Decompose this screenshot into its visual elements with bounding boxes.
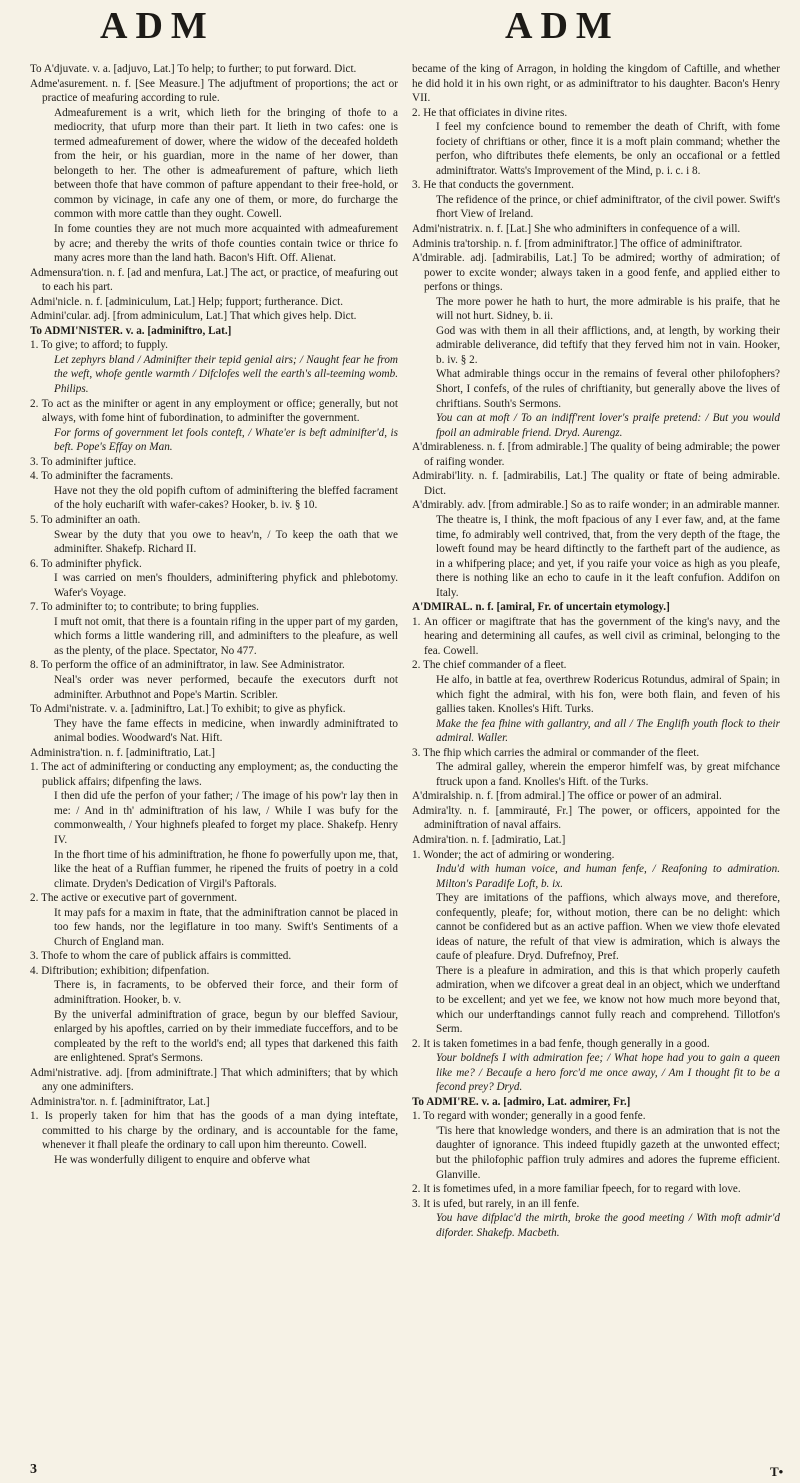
dictionary-entry: Administra'tion. n. f. [adminiftratio, Lat.] bbox=[30, 746, 216, 759]
sense: 2. To act as the minifter or agent in any employment or office; generally, but not always, with fome hint of fubordination, to adminifter the government. bbox=[30, 397, 398, 425]
dictionary-entry: Admi'nistrative. adj. [from adminiftrate.] That which adminifters; that by which any one adminifters. bbox=[30, 1066, 398, 1094]
running-header bbox=[0, 4, 800, 48]
catchword: T• bbox=[770, 1464, 784, 1479]
quotation: Let zephyrs bland / Adminifter their tepid genial airs; / Naught fear he from the weft, whofe gentle warmth / Difclofes well the earth's all-teeming womb. Philips. bbox=[54, 353, 398, 396]
quotation: 'Tis here that knowledge wonders, and there is an admiration that is not the daughter of ignorance. This indeed ftupidly gazeth at the unwonted effect; but the philofophic paffion truly admires and adores the fupreme efficient. Glanville. bbox=[436, 1124, 780, 1181]
quotation: I muft not omit, that there is a fountain rifing in the upper part of my garden, which forms a little wandering rill, and adminifters to the pleafure, as well as the plenty, of the place. Spectator, No 477. bbox=[54, 615, 398, 657]
quotation: They are imitations of the paffions, which always move, and therefore, confequently, pleafe; for, without motion, there can be no delight: which cannot be confidered but as an active paffion. When we view thofe elevated ideas of nature, the refult of that view is admiration, which is always the caufe of pleafure. Dryd. Dufrefnoy, Pref. bbox=[436, 892, 780, 963]
quotation: I then did ufe the perfon of your father; / The image of his pow'r lay then in me: / And in th' adminiftration of his law, / While I was bufy for the commonwealth, / Your highnefs pleafed to forget my place. Shakefp. Henry IV. bbox=[54, 790, 398, 846]
dictionary-entry: Administra'tor. n. f. [adminiftrator, Lat.] bbox=[30, 1095, 210, 1108]
quotation: They have the fame effects in medicine, when inwardly adminiftrated to animal bodies. Woodward's Nat. Hift. bbox=[54, 717, 398, 745]
sense: 7. To adminifter to; to contribute; to bring fupplies. bbox=[30, 601, 259, 614]
dictionary-entry: Admirabi'lity. n. f. [admirabilis, Lat.] The quality or ftate of being admirable. Dict. bbox=[412, 470, 780, 497]
quotation: Swear by the duty that you owe to heav'n, / To keep the oath that we adminifter. Shakefp. Richard II. bbox=[54, 528, 398, 556]
sense: 3. The fhip which carries the admiral or commander of the fleet. bbox=[412, 746, 700, 759]
dictionary-entry: A'dmirably. adv. [from admirable.] So as to raife wonder; in an admirable manner. bbox=[412, 499, 780, 512]
sense: 2. It is fometimes ufed, in a more familiar fpeech, for to regard with love. bbox=[412, 1183, 741, 1196]
sense: 1. Is properly taken for him that has the goods of a man dying inteftate, committed to his charge by the ordinary, and is accountable for the fame, whenever it fhall pleafe the ordinary to call upon him thereunto. Cowell. bbox=[30, 1110, 398, 1152]
dictionary-entry: Adminis tra'torship. n. f. [from adminiftrator.] The office of adminiftrator. bbox=[412, 237, 743, 250]
dictionary-entry: To A'djuvate. v. a. [adjuvo, Lat.] To help; to further; to put forward. Dict. bbox=[30, 63, 357, 75]
quotation: Have not they the old popifh cuftom of adminiftering the bleffed facrament of the holy euchariſt with wafer-cakes? Hooker, b. iv. § 10. bbox=[54, 484, 398, 512]
quotation: God was with them in all their afflictions, and, at length, by working their admirable deliverance, did teftify that they ferved him not in vain. Hooker, b. iv. § 2. bbox=[436, 324, 780, 366]
sense: 2. The chief commander of a fleet. bbox=[412, 659, 567, 672]
sense: 4. To adminifter the facraments. bbox=[30, 470, 174, 483]
sense: 1. To regard with wonder; generally in a good fenfe. bbox=[412, 1110, 646, 1123]
quotation: I was carried on men's fhoulders, adminiftering phyfick and phlebotomy. Wafer's Voyage. bbox=[54, 572, 398, 599]
sense: 2. The active or executive part of government. bbox=[30, 892, 237, 905]
right-column bbox=[412, 62, 780, 1240]
sense: 8. To perform the office of an adminiftrator, in law. See Administrator. bbox=[30, 659, 345, 672]
dictionary-entry: Admini'cular. adj. [from adminiculum, Lat.] That which gives help. Dict. bbox=[30, 310, 357, 323]
quotation: Indu'd with human voice, and human fenfe, / Reafoning to admiration. Milton's Paradife Loft, b. ix. bbox=[436, 863, 780, 890]
quotation: It may pafs for a maxim in ftate, that the adminiftration cannot be placed in too few hands, nor the legiflature in too many. Swift's Sentiments of a Church of England man. bbox=[54, 906, 398, 948]
dictionary-entry: To Admi'nistrate. v. a. [adminiftro, Lat.] To exhibit; to give as phyfick. bbox=[30, 703, 346, 716]
dictionary-entry: A'dmirable. adj. [admirabilis, Lat.] To be admired; worthy of admiration; of power to excite wonder; always taken in a good fenfe, and applied either to perfons or things. bbox=[412, 252, 780, 294]
quotation: Make the fea fhine with gallantry, and all / The Englifh youth flock to their admiral. Waller. bbox=[436, 717, 780, 745]
header-right: ADM bbox=[505, 5, 620, 47]
quotation: In fome counties they are not much more acquainted with admeafurement by acre; and thereby the writs of thofe counties contain twice or thrice fo many acres more than the land hath. Bacon's Hift. Off. Alienat. bbox=[54, 223, 398, 265]
header-left: ADM bbox=[100, 5, 215, 47]
sense: 1. The act of adminiftering or conducting any employment; as, the conducting the publick affairs; difpenfing the laws. bbox=[30, 761, 398, 788]
dictionary-entry: Admi'nistratrix. n. f. [Lat.] She who adminifters in confequence of a will. bbox=[412, 223, 741, 236]
sense: 1. An officer or magiftrate that has the government of the king's navy, and the hearing and determining all caufes, as well civil as criminal, belonging to the fea. Cowell. bbox=[412, 615, 780, 657]
page-number: 3 bbox=[30, 1462, 37, 1477]
quotation: Your boldnefs I with admiration fee; / What hope had you to gain a queen like me? / Becaufe a hero forc'd me once away, / Am I thought fit to be a fecond prey? Dryd. bbox=[436, 1052, 780, 1094]
quotation: You have difplac'd the mirth, broke the good meeting / With moft admir'd diforder. Shakefp. Macbeth. bbox=[436, 1212, 780, 1239]
sense: 3. To adminifter juftice. bbox=[30, 455, 137, 468]
sense: 4. Diftribution; exhibition; difpenfation. bbox=[30, 964, 210, 977]
sense: 1. Wonder; the act of admiring or wondering. bbox=[412, 848, 615, 861]
quotation: The theatre is, I think, the moft fpacious of any I ever faw, and, at the fame time, fo admirably well contrived, that, from the very depth of the ftage, the loweft found may be heard diftinctly to the fartheft part of the audience, as in a whifpering place; and yet, if you raife your voice as high as you pleafe, there is nothing like an echo to caufe in it the leaft confufion. Addifon on Italy. bbox=[436, 513, 780, 599]
quotation: The refidence of the prince, or chief adminiftrator, of the civil power. Swift's fhort View of Ireland. bbox=[436, 193, 780, 221]
sense: 5. To adminifter an oath. bbox=[30, 513, 141, 526]
quotation: I feel my confcience bound to remember the death of Chrift, with fome fociety of chriftians or other, fince it is a moft plain command; whether the perfon, who diftributes thefe elements, be only an occafional or a fettled adminiftrator. Watts's Improvement of the Mind, p. i. c. i 8. bbox=[436, 121, 780, 177]
quotation: He alfo, in battle at fea, overthrew Rodericus Rotundus, admiral of Spain; in which fight the admiral, with his fon, were both flain, and feven of his gallies taken. Knolles's Hift. Turks. bbox=[436, 673, 780, 716]
dictionary-entry: Admensura'tion. n. f. [ad and menfura, Lat.] The act, or practice, of meafuring out to each his part. bbox=[30, 266, 398, 294]
dictionary-entry: A'DMIRAL. n. f. [amiral, Fr. of uncertain etymology.] bbox=[412, 601, 670, 614]
sense: 6. To adminifter phyfick. bbox=[30, 557, 142, 570]
quotation: He was wonderfully diligent to enquire and obferve what bbox=[54, 1154, 310, 1167]
sense: 3. He that conducts the government. bbox=[412, 179, 574, 192]
quotation: In the fhort time of his adminiftration, he fhone fo powerfully upon me, that, like the heat of a Ruffian fummer, he ripened the fruits of poetry in a cold climate. Dryden's Dedication of Virgil's Paftorals. bbox=[54, 848, 398, 890]
sense: 3. Thofe to whom the care of publick affairs is committed. bbox=[30, 950, 292, 963]
quotation: There is a pleafure in admiration, and this is that which properly caufeth admiration, when we difcover a great deal in an object, which we underftand to be excellent; and yet we fee, we know not how much more beyond that, which our underftandings cannot fully reach and comprehend. Tillotfon's Serm. bbox=[436, 964, 780, 1036]
quotation: Neal's order was never performed, becaufe the executors durft not adminifter. Arbuthnot and Pope's Martin. Scribler. bbox=[54, 673, 398, 701]
left-column bbox=[30, 62, 398, 1168]
quotation: By the univerfal adminiftration of grace, begun by our bleffed Saviour, enlarged by his apoftles, carried on by their immediate fucceffors, and to be compleated by the reft to the world's end; all types that darkened this faith are enlightened. Sprat's Sermons. bbox=[54, 1008, 398, 1065]
dictionary-entry: To ADMI'NISTER. v. a. [adminiftro, Lat.] bbox=[30, 324, 232, 337]
dictionary-entry: A'dmiralship. n. f. [from admiral.] The office or power of an admiral. bbox=[412, 790, 722, 803]
quotation: The admiral galley, wherein the emperor himfelf was, by great mifchance ftruck upon a fand. Knolles's Hift. of the Turks. bbox=[436, 761, 780, 788]
quotation: For forms of government let fools conteft, / Whate'er is beft adminifter'd, is beft. Pope's Effay on Man. bbox=[54, 426, 398, 454]
dictionary-entry: Admi'nicle. n. f. [adminiculum, Lat.] Help; fupport; furtherance. Dict. bbox=[30, 295, 343, 308]
quotation: The more power he hath to hurt, the more admirable is his praife, that he will not hurt. Sidney, b. ii. bbox=[436, 295, 780, 323]
quotation: There is, in facraments, to be obferved their force, and their form of adminiftration. Hooker, b. v. bbox=[54, 979, 398, 1006]
quotation: You can at moft / To an indiff'rent lover's praife pretend: / But you would fpoil an admirable friend. Dryd. Aurengz. bbox=[436, 412, 780, 439]
dictionary-entry: Admira'lty. n. f. [ammirauté, Fr.] The power, or officers, appointed for the adminiftration of naval affairs. bbox=[412, 804, 780, 832]
quotation: Admeafurement is a writ, which lieth for the bringing of thofe to a mediocrity, that ufurp more than their part. It lieth in two cafes: one is termed admeafurement of dower, where the widow of the deceafed holdeth from the heir, or his guardian, more in the name of her dower, than belongeth to her. The other is admeafurement of pafture, which lieth between thofe that have common of pafture appendant to their free-hold, or common by vicinage, in cafe any one of them, or more, do furcharge the common with more cattle than they ought. Cowell. bbox=[54, 106, 398, 221]
sense: 3. It is ufed, but rarely, in an ill fenfe. bbox=[412, 1197, 580, 1210]
sense: 2. He that officiates in divine rites. bbox=[412, 106, 568, 119]
quotation: What admirable things occur in the remains of feveral other philofophers? Short, I confefs, of the rules of chriftianity, but generally above the lives of chriftians. South's Sermons. bbox=[436, 368, 780, 410]
sense: 2. It is taken fometimes in a bad fenfe, though generally in a good. bbox=[412, 1037, 710, 1050]
dictionary-entry: To ADMI'RE. v. a. [admiro, Lat. admirer, Fr.] bbox=[412, 1095, 631, 1108]
sense: 1. To give; to afford; to fupply. bbox=[30, 339, 168, 352]
quotation: became of the king of Arragon, in holding the kingdom of Caftille, and whether he did hold it in his own right, or as adminiftrator to his daughter. Bacon's Henry VII. bbox=[412, 63, 780, 105]
dictionary-entry: A'dmirableness. n. f. [from admirable.] The quality of being admirable; the power of raifing wonder. bbox=[412, 441, 780, 468]
dictionary-entry: Admira'tion. n. f. [admiratio, Lat.] bbox=[412, 833, 566, 846]
dictionary-entry: Adme'asurement. n. f. [See Measure.] The adjuftment of proportions; the act or practice of meafuring according to rule. bbox=[30, 77, 398, 105]
